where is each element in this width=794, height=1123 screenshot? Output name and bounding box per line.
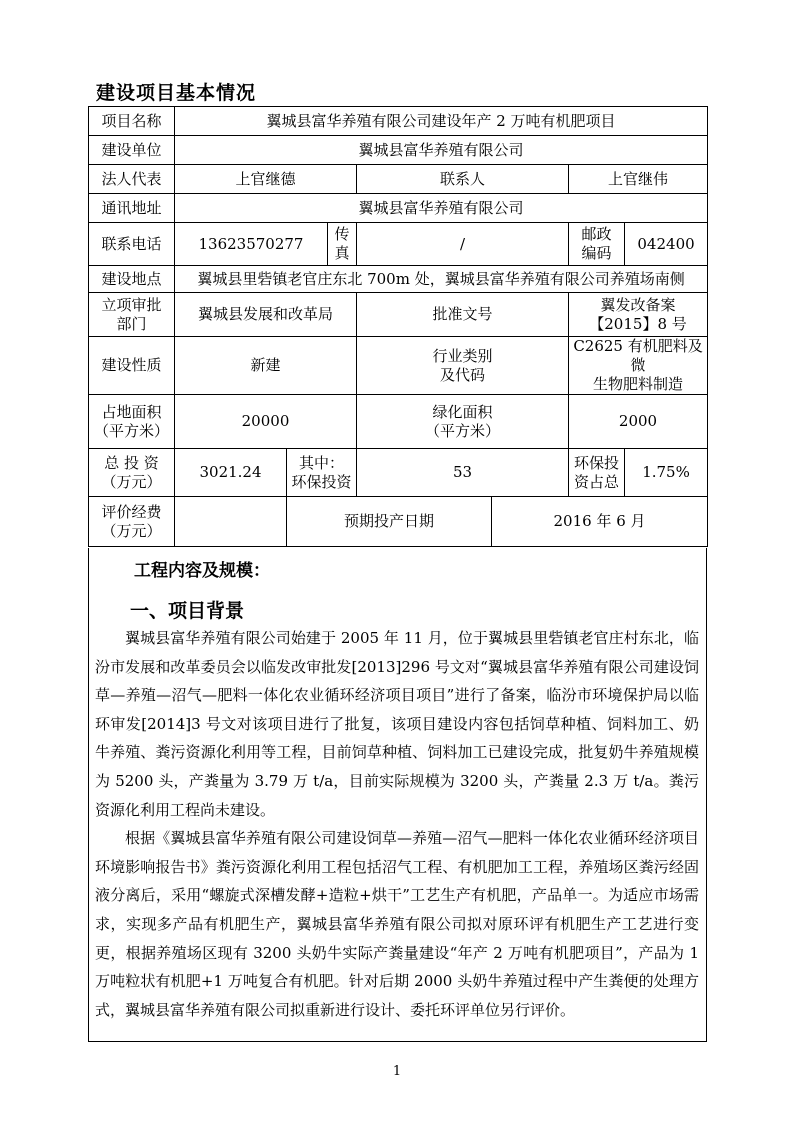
- project-name-value: 翼城县富华养殖有限公司建设年产 2 万吨有机肥项目: [175, 107, 708, 136]
- nature-label: 建设性质: [89, 337, 175, 395]
- area-value: 20000: [175, 395, 357, 449]
- prod-date-label: 预期投产日期: [287, 497, 492, 547]
- eval-fee-label-line2: （万元）: [101, 521, 162, 540]
- postcode-label-line1: 邮政: [581, 225, 612, 243]
- area-label-line2: （平方米）: [93, 421, 169, 440]
- postcode-label-line2: 编码: [581, 244, 612, 262]
- legal-value: 上官继德: [175, 165, 357, 194]
- contact-label: 联系人: [357, 165, 569, 194]
- phone-label: 联系电话: [89, 223, 175, 266]
- env-invest-label-line1: 其中：: [298, 453, 344, 472]
- phone-value: 13623570277: [175, 223, 328, 266]
- env-ratio-label-line2: 资占总: [573, 472, 619, 491]
- invest-label-line2: （万元）: [101, 472, 162, 491]
- green-value: 2000: [569, 395, 708, 449]
- eval-fee-value: [175, 497, 287, 547]
- industry-label-line1: 行业类别: [432, 346, 493, 365]
- industry-value-line2: 生物肥料制造: [593, 375, 684, 393]
- env-ratio-label: [569, 449, 625, 497]
- green-label-line2: （平方米）: [424, 421, 500, 440]
- green-label-line1: 绿化面积: [432, 402, 493, 421]
- unit-label: 建设单位: [89, 136, 175, 165]
- location-value: 翼城县里砦镇老官庄东北 700m 处，翼城县富华养殖有限公司养殖场南侧: [175, 266, 708, 293]
- subsection-heading: 一、项目背景: [130, 600, 245, 622]
- industry-label-line2: 及代码: [439, 365, 485, 384]
- unit-value: 翼城县富华养殖有限公司: [175, 136, 708, 165]
- industry-value-line1: C2625 有机肥料及微: [573, 337, 703, 374]
- section-heading: 工程内容及规模：: [134, 561, 270, 581]
- fax-value-text: /: [459, 234, 466, 253]
- approval-dept-value: 翼城县发展和改革局: [175, 293, 357, 337]
- nature-value: 新建: [175, 337, 357, 395]
- location-label: 建设地点: [89, 266, 175, 293]
- approval-no-label: 批准文号: [357, 293, 569, 337]
- postcode-value: 042400: [625, 223, 708, 266]
- postcode-label: [569, 223, 625, 266]
- page-title: 建设项目基本情况: [96, 82, 257, 104]
- paragraph-1: 翼城县富华养殖有限公司始建于 2005 年 11 月，位于翼城县里砦镇老官庄村东北，临汾市发展和改革委员会以临发改审批发[2013]296 号文对“翼城县富华养殖有限公司建设饲草—养殖—沼气—肥料一体化农业循环经济项目项目”进行了备案，临汾市环境保护局以临环审发[2014]3 号文对该项目进行了批复，该项目建设内容包括饲草种植、饲料加工、奶牛养殖、粪污资源化利用等工程，目前饲草种植、饲料加工已建设完成，批复奶牛养殖规模为 5200 头，产粪量为 3.79 万 t/a，目前实际规模为 3200 头，产粪量 2.3 万 t/a。粪污资源化利用工程尚未建设。: [95, 629, 699, 819]
- paragraph-2: 根据《翼城县富华养殖有限公司建设饲草—养殖—沼气—肥料一体化农业循环经济项目环境影响报告书》粪污资源化利用工程包括沼气工程、有机肥加工工程，养殖场区粪污经固液分离后，采用“螺旋式深槽发酵+造粒+烘干”工艺生产有机肥，产品单一。为适应市场需求，实现多产品有机肥生产，翼城县富华养殖有限公司拟对原环评有机肥生产工艺进行变更，根据养殖场区现有 3200 头奶牛实际产粪量建设“年产 2 万吨有机肥项目”，产品为 1 万吨粒状有机肥+1 万吨复合有机肥。针对后期 2000 头奶牛养殖过程中产生粪便的处理方式，翼城县富华养殖有限公司拟重新进行设计、委托环评单位另行评价。: [95, 829, 699, 1019]
- env-invest-value: 53: [357, 449, 569, 497]
- industry-label: [357, 337, 569, 395]
- approval-dept-label-line2: 部门: [116, 314, 147, 333]
- env-invest-label-line2: 环保投资: [291, 472, 352, 491]
- approval-dept-label-line1: 立项审批: [101, 295, 162, 314]
- area-label: [89, 395, 175, 449]
- area-label-line1: 占地面积: [101, 402, 162, 421]
- legal-label: 法人代表: [89, 165, 175, 194]
- invest-label: [89, 449, 175, 497]
- env-ratio-label-line1: 环保投: [573, 453, 619, 472]
- fax-value: [357, 223, 569, 266]
- approval-dept-label: [89, 293, 175, 337]
- body-text: [95, 624, 699, 1024]
- eval-fee-label-line1: 评价经费: [101, 502, 162, 521]
- address-label: 通讯地址: [89, 194, 175, 223]
- env-invest-label: [287, 449, 357, 497]
- fax-label-text: 传 真: [334, 225, 350, 262]
- page-number: 1: [392, 1064, 402, 1079]
- industry-value: [569, 337, 708, 395]
- prod-date-value: 2016 年 6 月: [492, 497, 708, 547]
- env-ratio-value: 1.75%: [625, 449, 708, 497]
- approval-no-line2: 【2015】8 号: [589, 314, 687, 333]
- approval-no-line1: 翼发改备案: [600, 295, 676, 314]
- green-label: [357, 395, 569, 449]
- eval-fee-label: [89, 497, 175, 547]
- fax-label: [328, 223, 357, 266]
- project-info-table: [88, 106, 708, 547]
- approval-no-value: [569, 293, 708, 337]
- address-value: 翼城县富华养殖有限公司: [175, 194, 708, 223]
- project-name-label: 项目名称: [89, 107, 175, 136]
- contact-value: 上官继伟: [569, 165, 708, 194]
- invest-value: 3021.24: [175, 449, 287, 497]
- invest-label-line1: 总 投 资: [104, 453, 159, 472]
